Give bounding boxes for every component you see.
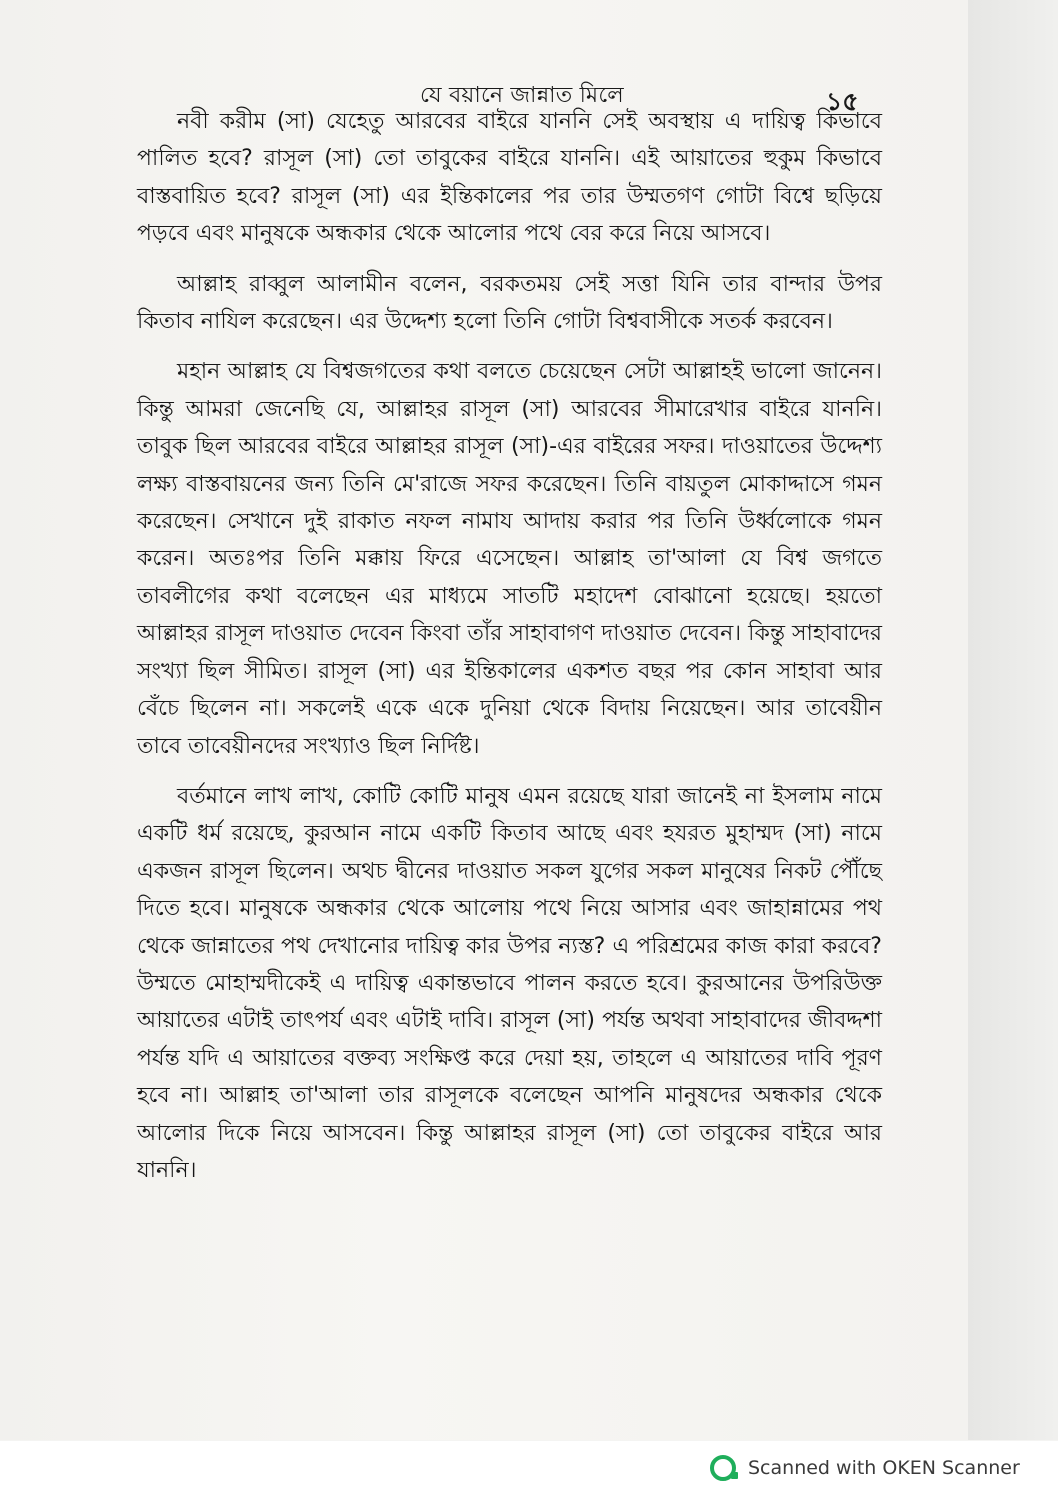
scanner-footer [0,1441,1058,1497]
paragraph: আল্লাহ রাব্বুল আলামীন বলেন, বরকতময় সেই সত্তা যিনি তার বান্দার উপর কিতাব নাযিল করেছেন। এর উদ্দেশ্য হলো তিনি গোটা বিশ্ববাসীকে সতর্ক করবেন। [137,271,882,335]
paragraph: বর্তমানে লাখ লাখ, কোটি কোটি মানুষ এমন রয়েছে যারা জানেই না ইসলাম নামে একটি ধর্ম রয়েছে, কুরআন নামে একটি কিতাব আছে এবং হযরত মুহাম্মদ (সা) নামে একজন রাসূল ছিলেন। অথচ দ্বীনের দাওয়াত সকল যুগের সকল মানুষের নিকট পৌঁছে দিতে হবে। মানুষকে অন্ধকার থেকে আলোয় পথে নিয়ে আসার এবং জাহান্নামের পথ থেকে জান্নাতের পথ দেখানোর দায়িত্ব কার উপর ন্যস্ত? এ পরিশ্রমের কাজ কারা করবে? উম্মতে মোহাম্মদীকেই এ দায়িত্ব একান্তভাবে পালন করতে হবে। কুরআনের উপরিউক্ত আয়াতের এটাই তাৎপর্য এবং এটাই দাবি। রাসূল (সা) পর্যন্ত অথবা সাহাবাদের জীবদ্দশা পর্যন্ত যদি এ আয়াতের বক্তব্য সংক্ষিপ্ত করে দেয়া হয়, তাহলে এ আয়াতের দাবি পূরণ হবে না। আল্লাহ তা'আলা তার রাসূলকে বলেছেন আপনি মানুষদের অন্ধকার থেকে আলোর দিকে নিয়ে আসবেন। কিন্তু আল্লাহর রাসূল (সা) তো তাবুকের বাইরে আর যাননি। [137,783,882,1183]
paragraph: মহান আল্লাহ যে বিশ্বজগতের কথা বলতে চেয়েছেন সেটা আল্লাহই ভালো জানেন। কিন্তু আমরা জেনেছি যে, আল্লাহর রাসূল (সা) আরবের সীমারেখার বাইরে যাননি। তাবুক ছিল আরবের বাইরে আল্লাহর রাসূল (সা)-এর বাইরের সফর। দাওয়াতের উদ্দেশ্য লক্ষ্য বাস্তবায়নের জন্য তিনি মে'রাজে সফর করেছেন। তিনি বায়তুল মোকাদ্দাসে গমন করেছেন। সেখানে দুই রাকাত নফল নামায আদায় করার পর তিনি উর্ধ্বলোকে গমন করেন। অতঃপর তিনি মক্কায় ফিরে এসেছেন। আল্লাহ তা'আলা যে বিশ্ব জগতে তাবলীগের কথা বলেছেন এর মাধ্যমে সাতটি মহাদেশ বোঝানো হয়েছে। হয়তো আল্লাহর রাসূল দাওয়াত দেবেন কিংবা তাঁর সাহাবাগণ দাওয়াত দেবেন। কিন্তু সাহাবাদের সংখ্যা ছিল সীমিত। রাসূল (সা) এর ইন্তিকালের একশত বছর পর কোন সাহাবা আর বেঁচে ছিলেন না। সকলেই একে একে দুনিয়া থেকে বিদায় নিয়েছেন। আর তাবেয়ীন তাবে তাবেয়ীনদের সংখ্যাও ছিল নির্দিষ্ট। [137,359,882,759]
paragraph: নবী করীম (সা) যেহেতু আরবের বাইরে যাননি সেই অবস্থায় এ দায়িত্ব কিভাবে পালিত হবে? রাসূল (সা) তো তাবুকের বাইরে যাননি। এই আয়াতের হুকুম কিভাবে বাস্তবায়িত হবে? রাসূল (সা) এর ইন্তিকালের পর তার উম্মতগণ গোটা বিশ্বে ছড়িয়ে পড়বে এবং মানুষকে অন্ধকার থেকে আলোর পথে বের করে নিয়ে আসবে। [137,109,882,247]
scanner-watermark [710,1451,1020,1485]
running-title: যে বয়ানে জান্নাত মিলে [420,83,624,108]
oken-scanner-logo-icon [710,1455,736,1481]
body-text [137,103,882,1189]
page-number: ১৫ [826,87,859,116]
paper-edge-shadow [968,0,1058,1440]
scanner-label: Scanned with OKEN Scanner [748,1457,1020,1479]
